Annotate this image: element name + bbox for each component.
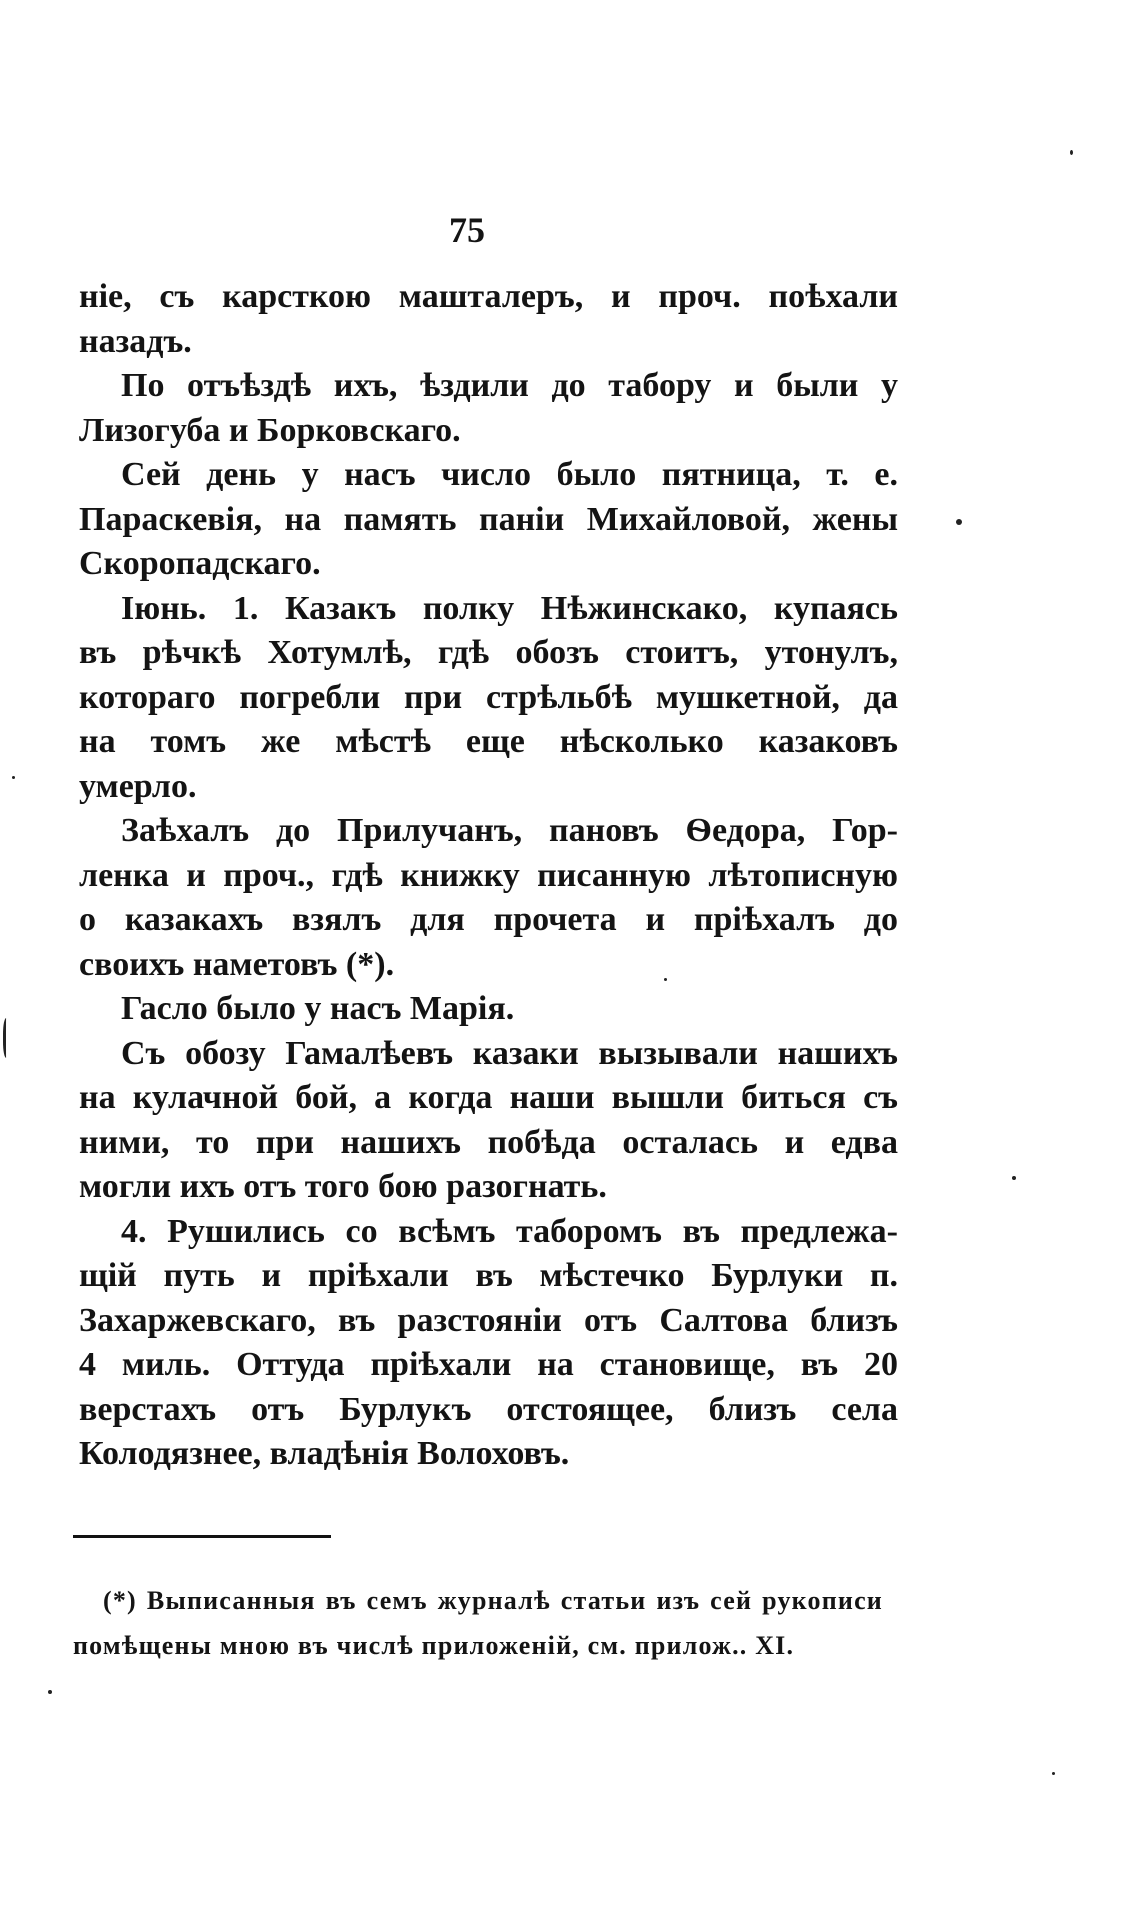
text-line: Параскевія, на память паніи Михайловой, жены <box>79 500 898 538</box>
page-number: 75 <box>449 210 485 250</box>
text-line: Лизогуба и Борковскаго. <box>79 411 461 449</box>
paragraph <box>79 1210 898 1477</box>
text-line: Захаржевскаго, въ разстояніи отъ Салтова близъ <box>79 1301 898 1339</box>
text-line: ніе, съ карсткою машталеръ, и проч. поѣхали <box>79 278 898 315</box>
scan-speck <box>956 519 962 525</box>
text-line: Іюнь. 1. Казакъ полку Нѣжинскако, купаясь <box>121 589 898 627</box>
footnote <box>73 1578 883 1668</box>
text-line: Гасло было у насъ Марія. <box>121 990 515 1027</box>
paragraph <box>79 987 898 1032</box>
text-line: По отъѣздѣ ихъ, ѣздили до табору и были у <box>121 367 898 404</box>
paragraph <box>79 364 898 453</box>
footnote-separator <box>73 1535 331 1538</box>
text-line: ленка и проч., гдѣ книжку писанную лѣтописную <box>79 856 898 894</box>
footnote-line: помѣщены мною въ числѣ приложеній, см. прилож.. XI. <box>73 1631 795 1660</box>
paragraph <box>79 275 898 364</box>
scan-speck <box>664 978 667 981</box>
paragraph <box>79 587 898 810</box>
body-text <box>79 275 898 1477</box>
text-line: щій путь и пріѣхали въ мѣстечко Бурлуки п. <box>79 1257 898 1294</box>
text-line: въ рѣчкѣ Хотумлѣ, гдѣ обозъ стоитъ, утонулъ, <box>79 634 898 671</box>
footnote-line: (*) Выписанныя въ семъ журналѣ статьи изъ сей рукописи <box>103 1586 883 1615</box>
text-line: 4 миль. Оттуда пріѣхали на становище, въ 20 <box>79 1346 898 1383</box>
paragraph <box>79 453 898 587</box>
text-line: своихъ наметовъ (*). <box>79 945 395 983</box>
text-line: Скоропадскаго. <box>79 545 321 582</box>
scan-speck <box>1052 1772 1055 1775</box>
paragraph <box>79 809 898 987</box>
text-line: умерло. <box>79 767 197 805</box>
text-line: назадъ. <box>79 322 192 360</box>
text-line: Съ обозу Гамалѣевъ казаки вызывали нашихъ <box>121 1034 898 1072</box>
scan-speck <box>48 1690 52 1694</box>
scan-speck <box>12 776 15 779</box>
text-line: Сей день у насъ число было пятница, т. е. <box>121 456 898 493</box>
text-line: Заѣхалъ до Прилучанъ, пановъ Ѳедора, Гор- <box>121 812 898 849</box>
text-line: на томъ же мѣстѣ еще нѣсколько казаковъ <box>79 723 898 760</box>
text-line: котораго погребли при стрѣльбѣ мушкетной, да <box>79 678 898 716</box>
text-line: ними, то при нашихъ побѣда осталась и едва <box>79 1123 898 1161</box>
text-line: верстахъ отъ Бурлукъ отстоящее, близъ села <box>79 1390 898 1428</box>
scan-speck <box>1012 1176 1016 1180</box>
text-line: Колодязнее, владѣнія Волоховъ. <box>79 1435 570 1472</box>
text-line: могли ихъ отъ того бою разогнать. <box>79 1168 607 1205</box>
text-line: на кулачной бой, а когда наши вышли биться съ <box>79 1079 898 1116</box>
paragraph <box>79 1032 898 1210</box>
text-line: о казакахъ взялъ для прочета и пріѣхалъ до <box>79 901 898 938</box>
scan-edge-mark <box>3 1018 11 1058</box>
scan-speck <box>1070 150 1073 155</box>
text-line: 4. Рушились со всѣмъ таборомъ въ предлежа- <box>121 1212 898 1250</box>
